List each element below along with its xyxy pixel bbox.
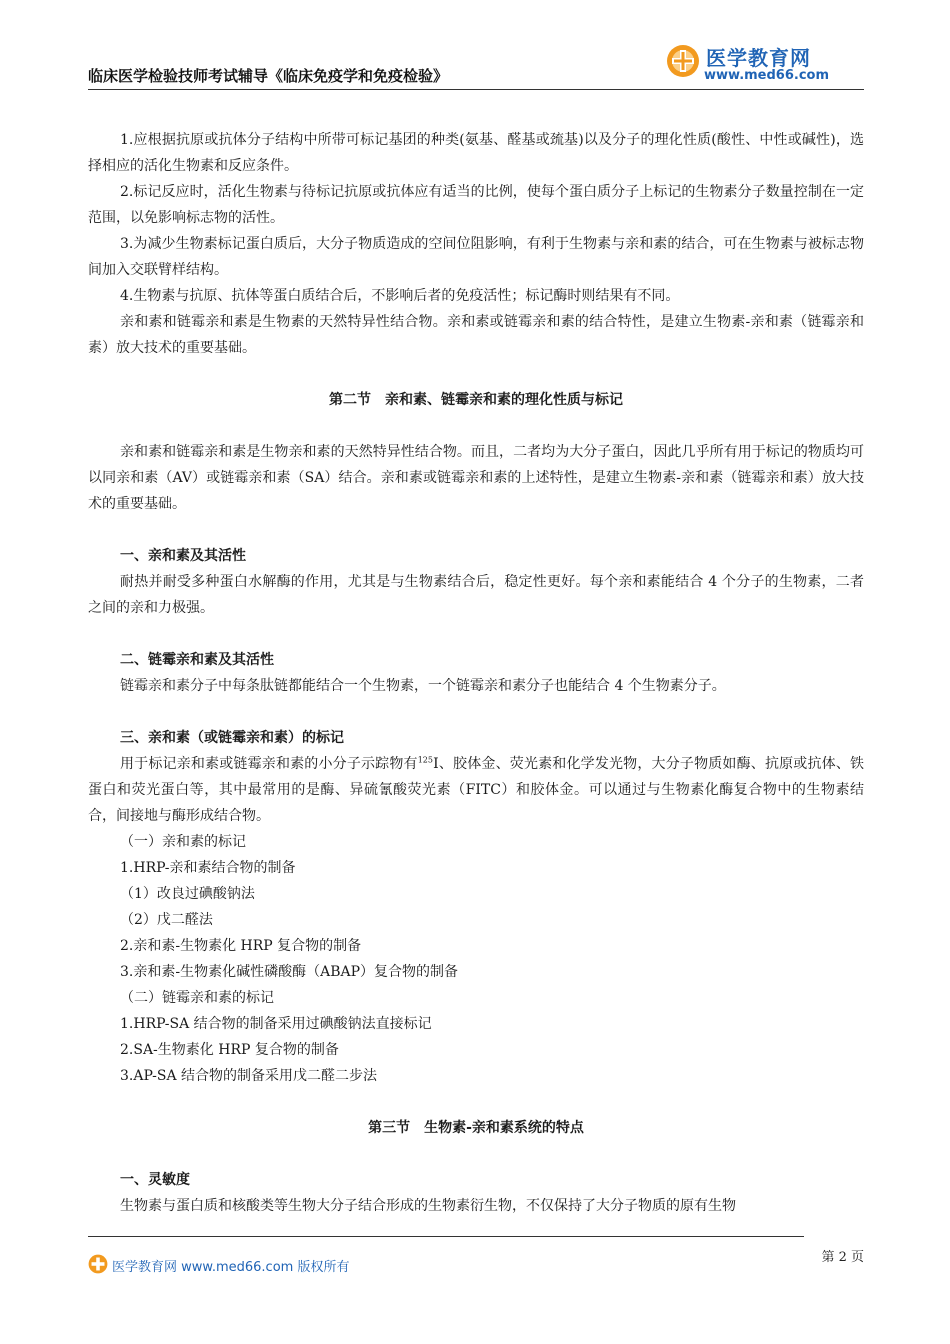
footer-divider: [88, 1236, 804, 1237]
paragraph: 链霉亲和素分子中每条肽链都能结合一个生物素，一个链霉亲和素分子也能结合 4 个生物素分子。: [120, 678, 726, 694]
paragraph: 2.标记反应时，活化生物素与待标记抗原或抗体应有适当的比例，使每个蛋白质分子上标记的生物素分子数量控制在一定范围，以免影响标志物的活性。: [88, 184, 864, 226]
paragraph: 亲和素和链霉亲和素是生物素的天然特异性结合物。亲和素或链霉亲和素的结合特性，是建立生物素-亲和素（链霉亲和素）放大技术的重要基础。: [88, 314, 864, 356]
list-item: 2.亲和素-生物素化 HRP 复合物的制备: [120, 938, 362, 954]
subsection-heading: 三、亲和素（或链霉亲和素）的标记: [120, 730, 344, 746]
paragraph: 1.应根据抗原或抗体分子结构中所带可标记基团的种类(氨基、醛基或巯基)以及分子的理化性质(酸性、中性或碱性)，选择相应的活化生物素和反应条件。: [88, 132, 864, 174]
medical-cross-logo-icon: [88, 1254, 108, 1274]
list-item: 3.AP-SA 结合物的制备采用戊二醛二步法: [120, 1068, 378, 1084]
page-footer: [88, 1236, 864, 1286]
subsection-heading: 二、链霉亲和素及其活性: [120, 652, 274, 668]
medical-cross-logo-icon: [666, 44, 700, 78]
list-item: 1.HRP-亲和素结合物的制备: [120, 860, 296, 876]
paragraph: 生物素与蛋白质和核酸类等生物大分子结合形成的生物素衍生物，不仅保持了大分子物质的原有生物: [120, 1198, 736, 1214]
paragraph: 耐热并耐受多种蛋白水解酶的作用，尤其是与生物素结合后，稳定性更好。每个亲和素能结合 4 个分子的生物素，二者之间的亲和力极强。: [88, 574, 864, 616]
section-title: 第二节 亲和素、链霉亲和素的理化性质与标记: [329, 392, 623, 408]
subsection-heading: 一、亲和素及其活性: [120, 548, 246, 564]
superscript: 125: [417, 755, 433, 765]
site-logo[interactable]: [666, 38, 846, 86]
paragraph: 亲和素和链霉亲和素是生物亲和素的天然特异性结合物。而且，二者均为大分子蛋白，因此几乎所有用于标记的物质均可以同亲和素（AV）或链霉亲和素（SA）结合。亲和素或链霉亲和素的上述特性，是建立生物素-亲和素（链霉亲和素）放大技术的重要基础。: [88, 444, 864, 512]
paragraph: 3.为减少生物素标记蛋白质后，大分子物质造成的空间位阻影响，有利于生物素与亲和素的结合，可在生物素与被标志物间加入交联臂样结构。: [88, 236, 864, 278]
subsection-heading: 一、灵敏度: [120, 1172, 190, 1188]
page-header: [88, 38, 864, 90]
document-body: [88, 127, 864, 1219]
list-item: 2.SA-生物素化 HRP 复合物的制备: [120, 1042, 339, 1058]
paragraph-text: Ⅰ、胶体金、荧光素和化学发光物，大分子物质如酶、抗原或抗体、铁蛋白和荧光蛋白等，其中最常用的是酶、异硫氰酸荧光素（FITC）和胶体金。可以通过与生物素化酶复合物中的生物素结合，间接地与酶形成结合物。: [88, 756, 865, 824]
page-number: 第 2 页: [821, 1250, 864, 1265]
list-item: （二）链霉亲和素的标记: [120, 990, 274, 1006]
header-divider: [88, 89, 864, 90]
list-item: （2）戊二醛法: [120, 912, 213, 928]
logo-site-name: 医学教育网: [706, 46, 811, 70]
list-item: （一）亲和素的标记: [120, 834, 246, 850]
paragraph: [88, 751, 864, 829]
footer-copyright[interactable]: 医学教育网 www.med66.com 版权所有: [112, 1260, 350, 1275]
list-item: （1）改良过碘酸钠法: [120, 886, 255, 902]
logo-site-url: www.med66.com: [704, 68, 830, 83]
list-item: 3.亲和素-生物素化碱性磷酸酶（ABAP）复合物的制备: [120, 964, 459, 980]
paragraph: 4.生物素与抗原、抗体等蛋白质结合后，不影响后者的免疫活性；标记酶时则结果有不同。: [120, 288, 680, 304]
section-title: 第三节 生物素-亲和素系统的特点: [368, 1120, 584, 1136]
list-item: 1.HRP-SA 结合物的制备采用过碘酸钠法直接标记: [120, 1016, 432, 1032]
paragraph-text: 用于标记亲和素或链霉亲和素的小分子示踪物有: [120, 756, 418, 772]
document-title: 临床医学检验技师考试辅导《临床免疫学和免疫检验》: [88, 67, 449, 85]
